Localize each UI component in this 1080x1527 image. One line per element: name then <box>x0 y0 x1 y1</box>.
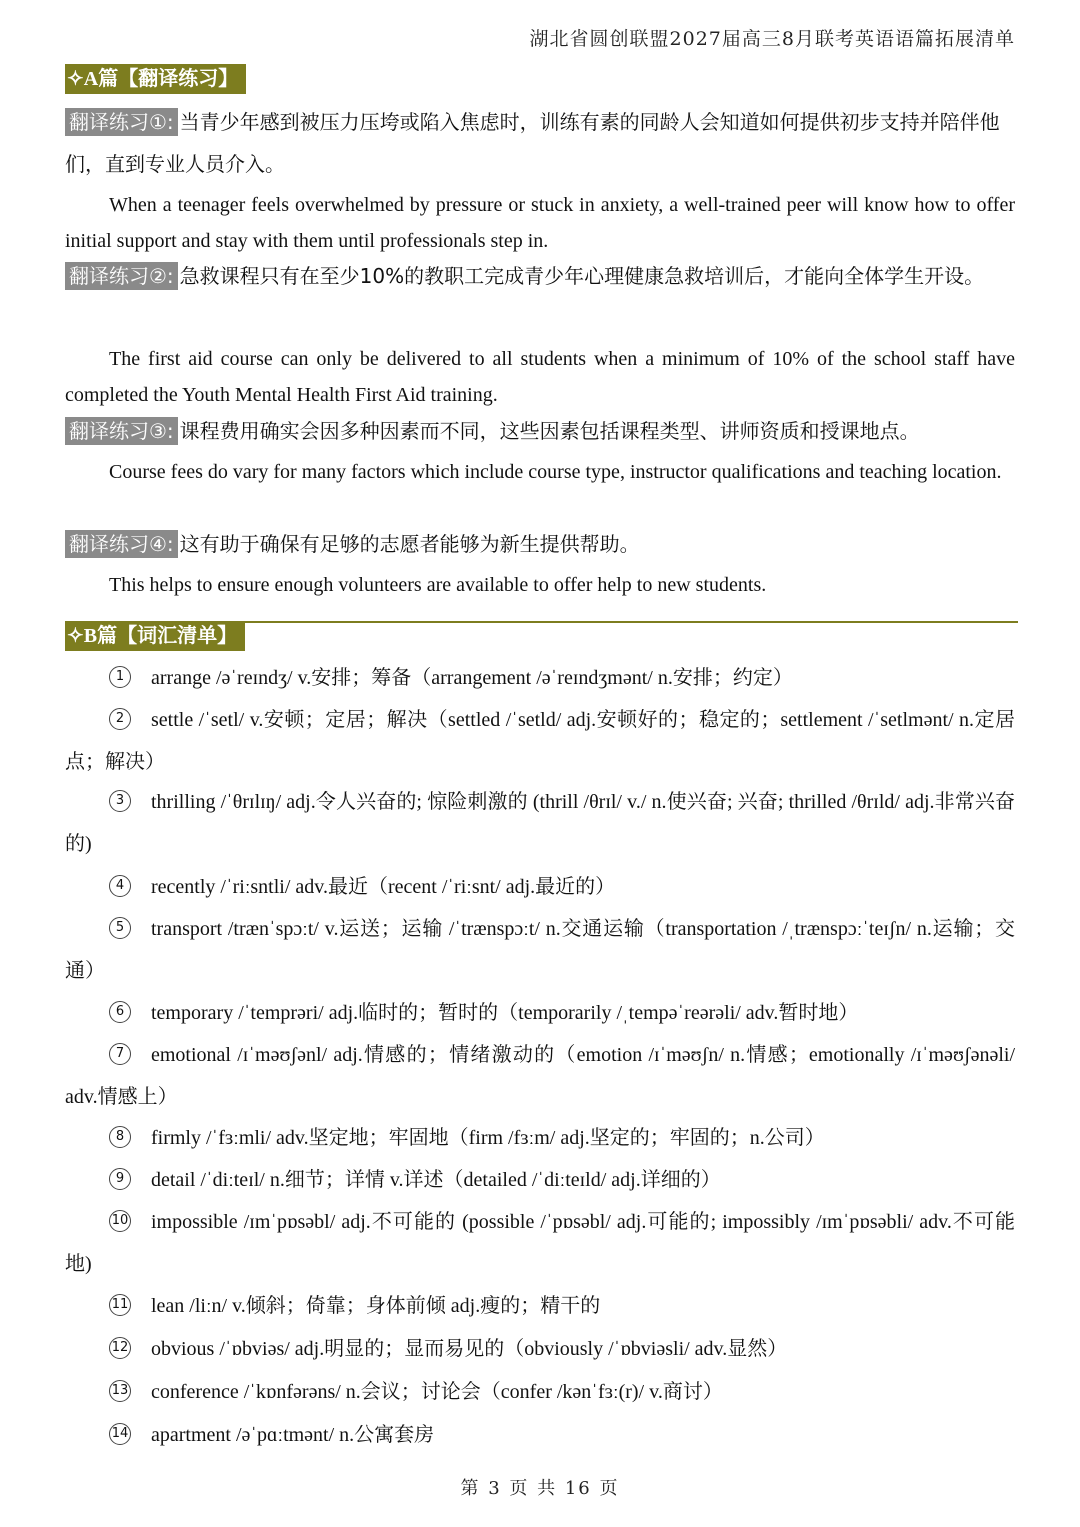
exercise-3-zh-text: 课程费用确实会因多种因素而不同，这些因素包括课程类型、讲师资质和授课地点。 <box>179 419 920 443</box>
vocab-item <box>65 1414 1015 1456</box>
vocab-text: recently /ˈriːsntli/ adv.最近（recent /ˈriːsnt/ adj.最近的） <box>151 876 616 898</box>
vocab-item <box>65 1328 1015 1370</box>
exercise-3-label: 翻译练习③: <box>65 417 178 445</box>
vocab-number: 1 <box>109 666 131 688</box>
vocab-number: 10 <box>109 1210 131 1232</box>
vocab-number: 4 <box>109 875 131 897</box>
vocab-text: firmly /ˈfɜːmli/ adv.坚定地；牢固地（firm /fɜːm/ adj.坚定的；牢固的；n.公司） <box>151 1127 825 1149</box>
vocab-item <box>65 699 1015 783</box>
vocab-item <box>65 1201 1015 1285</box>
vocab-item <box>65 657 1015 699</box>
section-b-tag: ✧B篇【词汇清单】 <box>65 621 245 651</box>
vocab-number: 3 <box>109 790 131 812</box>
exercise-2-en: The first aid course can only be delivered to all students when a minimum of 10% of the school staff have completed the Youth Mental Health First Aid training. <box>65 348 1015 406</box>
exercise-2-zh-text: 急救课程只有在至少10%的教职工完成青少年心理健康急救培训后，才能向全体学生开设。 <box>179 264 985 288</box>
exercise-1-zh-text: 当青少年感到被压力压垮或陷入焦虑时，训练有素的同龄人会知道如何提供初步支持并陪伴他们，直到专业人员介入。 <box>65 110 1000 176</box>
vocab-item <box>65 992 1015 1034</box>
vocab-number: 6 <box>109 1001 131 1023</box>
exercise-1-zh <box>65 101 1018 185</box>
vocab-number: 9 <box>109 1168 131 1190</box>
vocab-text: temporary /ˈtemprəri/ adj.临时的；暂时的（temporarily /ˌtempəˈreərəli/ adv.暂时地） <box>151 1002 859 1024</box>
exercise-1-label: 翻译练习①: <box>65 108 178 136</box>
vocab-text: transport /trænˈspɔːt/ v.运送；运输 /ˈtrænspɔːt/ n.交通运输（transportation /ˌtrænspɔːˈteɪʃn/ n.运输；交通） <box>65 918 1015 982</box>
exercise-4-zh <box>65 523 1018 565</box>
vocab-number: 7 <box>109 1043 131 1065</box>
vocab-text: impossible /ɪmˈpɒsəbl/ adj.不可能的 (possible /ˈpɒsəbl/ adj.可能的; impossibly /ɪmˈpɒsəbli/ adv.不可能地) <box>65 1211 1015 1275</box>
exercise-2-zh <box>65 255 1018 297</box>
vocab-item <box>65 1285 1015 1327</box>
vocab-number: 8 <box>109 1126 131 1148</box>
vocab-number: 11 <box>109 1294 131 1316</box>
vocab-text: settle /ˈsetl/ v.安顿；定居；解决（settled /ˈsetld/ adj.安顿好的；稳定的；settlement /ˈsetlmənt/ n.定居点；解决） <box>65 709 1015 773</box>
vocab-number: 2 <box>109 708 131 730</box>
page-header: 湖北省圆创联盟2027届高三8月联考英语语篇拓展清单 <box>529 28 1015 50</box>
vocab-item <box>65 1159 1015 1201</box>
vocab-item <box>65 1034 1015 1118</box>
exercise-4-en: This helps to ensure enough volunteers are available to offer help to new students. <box>109 574 767 596</box>
exercise-1-en: When a teenager feels overwhelmed by pressure or stuck in anxiety, a well-trained peer will know how to offer initial support and stay with them until professionals step in. <box>65 194 1015 252</box>
vocab-text: thrilling /ˈθrɪlɪŋ/ adj.令人兴奋的; 惊险刺激的 (thrill /θrɪl/ v./ n.使兴奋; 兴奋; thrilled /θrɪld/ adj.非常兴奋的) <box>65 791 1015 855</box>
vocab-item <box>65 908 1015 992</box>
vocab-text: apartment /əˈpɑːtmənt/ n.公寓套房 <box>151 1424 435 1446</box>
vocab-text: detail /ˈdiːteɪl/ n.细节；详情 v.详述（detailed /ˈdiːteɪld/ adj.详细的） <box>151 1169 721 1191</box>
vocab-text: obvious /ˈɒbviəs/ adj.明显的；显而易见的（obviously /ˈɒbviəsli/ adv.显然） <box>151 1338 788 1360</box>
exercise-3-en: Course fees do vary for many factors which include course type, instructor qualifications and teaching location. <box>109 461 1002 483</box>
exercise-4-zh-text: 这有助于确保有足够的志愿者能够为新生提供帮助。 <box>179 532 640 556</box>
vocab-text: arrange /əˈreɪndʒ/ v.安排；筹备（arrangement /əˈreɪndʒmənt/ n.安排；约定） <box>151 667 793 689</box>
vocab-text: emotional /ɪˈməʊʃənl/ adj.情感的；情绪激动的（emotion /ɪˈməʊʃn/ n.情感；emotionally /ɪˈməʊʃənəli/ adv.情感上） <box>65 1044 1015 1108</box>
vocab-item <box>65 1117 1015 1159</box>
vocab-number: 14 <box>109 1423 131 1445</box>
page-footer: 第 3 页 共 16 页 <box>460 1478 620 1499</box>
section-a-tag: ✧A篇【翻译练习】 <box>65 64 246 94</box>
vocab-number: 12 <box>109 1337 131 1359</box>
vocab-item <box>65 1371 1015 1413</box>
vocab-number: 13 <box>109 1380 131 1402</box>
vocab-text: lean /liːn/ v.倾斜；倚靠；身体前倾 adj.瘦的；精干的 <box>151 1295 601 1317</box>
exercise-4-label: 翻译练习④: <box>65 530 178 558</box>
vocab-item <box>65 866 1015 908</box>
vocab-number: 5 <box>109 917 131 939</box>
exercise-2-label: 翻译练习②: <box>65 262 178 290</box>
exercise-3-zh <box>65 410 1018 452</box>
vocab-item <box>65 781 1015 865</box>
vocab-text: conference /ˈkɒnfərəns/ n.会议；讨论会（confer /kənˈfɜː(r)/ v.商讨） <box>151 1381 723 1403</box>
